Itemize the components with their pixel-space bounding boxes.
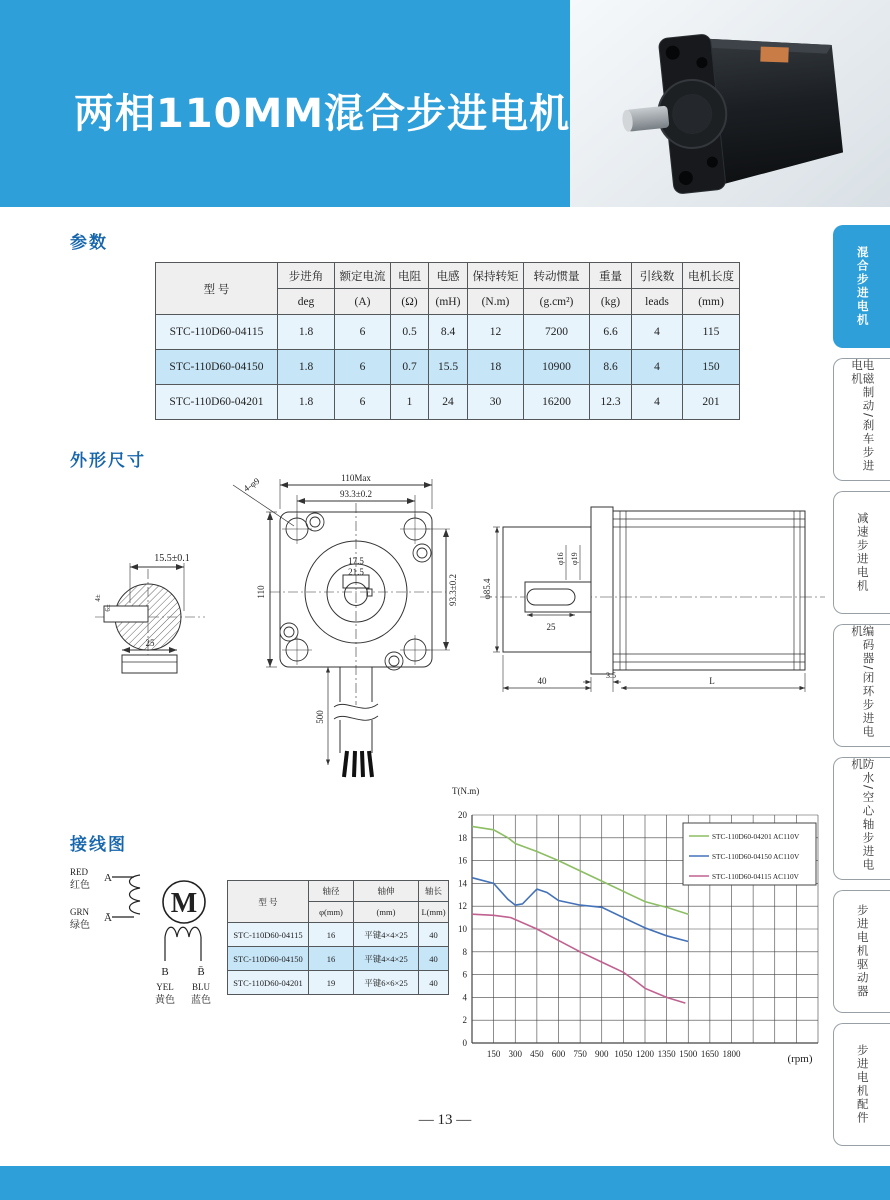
value-cell: 201	[683, 385, 740, 420]
svg-text:20: 20	[458, 810, 467, 820]
value-cell: 115	[683, 315, 740, 350]
svg-text:110: 110	[256, 585, 266, 599]
column-header: 重量	[590, 263, 632, 289]
column-header-model: 型 号	[228, 881, 309, 923]
svg-text:110Max: 110Max	[341, 473, 371, 483]
shaft-cross-section	[94, 553, 205, 673]
table-row	[156, 315, 740, 350]
svg-text:21.5: 21.5	[348, 567, 364, 577]
column-unit: φ(mm)	[309, 902, 354, 923]
svg-text:93.3±0.2: 93.3±0.2	[448, 574, 458, 606]
column-header: 保持转矩	[468, 263, 524, 289]
value-cell: 16200	[524, 385, 590, 420]
svg-text:25: 25	[546, 622, 556, 632]
svg-text:600: 600	[551, 1049, 566, 1059]
legend-label: STC-110D60-04150 AC110V	[712, 852, 800, 861]
column-header: 引线数	[632, 263, 683, 289]
value-cell: 6.6	[590, 315, 632, 350]
value-cell: 0.5	[391, 315, 429, 350]
svg-text:2: 2	[462, 1015, 467, 1026]
column-header: 电阻	[391, 263, 429, 289]
svg-text:93.3±0.2: 93.3±0.2	[340, 489, 372, 499]
svg-text:φ19: φ19	[570, 552, 579, 565]
page-header	[0, 0, 890, 207]
product-photo	[570, 0, 890, 207]
value-cell: 8.6	[590, 350, 632, 385]
svg-text:1050: 1050	[614, 1049, 633, 1059]
column-unit: (mH)	[429, 289, 468, 315]
svg-text:φ16: φ16	[556, 552, 565, 565]
svg-text:40: 40	[537, 676, 547, 686]
svg-text:4: 4	[462, 992, 467, 1003]
table-row	[156, 385, 740, 420]
value-cell: 40	[419, 947, 449, 971]
column-unit: (mm)	[354, 902, 419, 923]
svg-text:4-φ9: 4-φ9	[241, 475, 262, 494]
svg-text:绿色: 绿色	[70, 920, 90, 931]
svg-text:Ā: Ā	[104, 912, 112, 924]
svg-text:B̄: B̄	[197, 966, 205, 978]
svg-text:4±: 4±	[94, 594, 102, 602]
svg-text:黄色: 黄色	[155, 995, 175, 1006]
model-cell: STC-110D60-04150	[156, 350, 278, 385]
value-cell: 40	[419, 923, 449, 947]
sidebar-tab-label: 防水/空心轴步进电机	[850, 758, 876, 872]
column-unit: leads	[632, 289, 683, 315]
value-cell: 19	[309, 971, 354, 995]
value-cell: 0.7	[391, 350, 429, 385]
value-cell: 10900	[524, 350, 590, 385]
value-cell: 16	[309, 923, 354, 947]
svg-text:3.5: 3.5	[606, 671, 616, 680]
svg-text:YEL: YEL	[156, 982, 174, 992]
svg-text:BLU: BLU	[192, 982, 210, 992]
svg-text:0: 0	[462, 1038, 467, 1048]
column-header: 轴径	[309, 881, 354, 902]
value-cell: 6	[335, 385, 391, 420]
value-cell: 1.8	[278, 385, 335, 420]
model-cell: STC-110D60-04150	[228, 947, 309, 971]
svg-text:6: 6	[462, 969, 467, 980]
svg-text:8: 8	[462, 946, 467, 957]
value-cell: 平键6×6×25	[354, 971, 419, 995]
value-cell: 16	[309, 947, 354, 971]
value-cell: 平键4×4×25	[354, 923, 419, 947]
svg-text:6±: 6±	[104, 604, 112, 612]
sidebar-tab-label: 混合步进电机	[855, 246, 870, 327]
svg-text:750: 750	[573, 1049, 587, 1059]
x-axis-title: (rpm)	[787, 1053, 813, 1065]
svg-text:RED: RED	[70, 867, 88, 877]
svg-text:10: 10	[458, 924, 467, 934]
column-header: 额定电流	[335, 263, 391, 289]
series-line	[472, 914, 685, 1003]
sidebar-tab-5[interactable]	[833, 757, 890, 880]
column-unit: (Ω)	[391, 289, 429, 315]
column-unit: L(mm)	[419, 902, 449, 923]
svg-text:16: 16	[458, 855, 467, 866]
svg-text:A: A	[104, 872, 112, 884]
column-header: 轴伸	[354, 881, 419, 902]
column-header: 电感	[429, 263, 468, 289]
svg-text:15.5±0.1: 15.5±0.1	[154, 553, 190, 564]
sidebar-tab-4[interactable]	[833, 624, 890, 747]
value-cell: 4	[632, 350, 683, 385]
value-cell: 24	[429, 385, 468, 420]
sidebar-tab-label: 电磁制动/刹车步进电机	[850, 359, 876, 473]
value-cell: 12	[468, 315, 524, 350]
value-cell: 6	[335, 315, 391, 350]
svg-text:500: 500	[315, 710, 325, 724]
svg-text:1500: 1500	[679, 1049, 698, 1059]
column-header: 转动惯量	[524, 263, 590, 289]
column-header: 电机长度	[683, 263, 740, 289]
motor-photo-illustration	[570, 0, 890, 207]
column-unit: (g.cm²)	[524, 289, 590, 315]
column-header: 轴长	[419, 881, 449, 902]
value-cell: 4	[632, 315, 683, 350]
column-unit: (mm)	[683, 289, 740, 315]
column-unit: (A)	[335, 289, 391, 315]
svg-text:φ85.4: φ85.4	[482, 578, 492, 600]
sidebar-tab-label: 减速步进电机	[855, 512, 870, 593]
table-row	[228, 947, 449, 971]
section-title-dimensions: 外形尺寸	[70, 451, 146, 471]
y-axis-title: T(N.m)	[452, 786, 480, 796]
model-cell: STC-110D60-04115	[228, 923, 309, 947]
svg-text:12: 12	[458, 901, 467, 912]
wiring-diagram	[60, 845, 240, 1025]
footer-bar	[0, 1166, 890, 1200]
svg-text:L: L	[709, 676, 715, 686]
table-row	[228, 923, 449, 947]
model-cell: STC-110D60-04201	[156, 385, 278, 420]
table-row	[228, 971, 449, 995]
svg-text:17.5: 17.5	[348, 556, 364, 566]
column-header: 步进角	[278, 263, 335, 289]
sidebar-tab-label: 步进电机驱动器	[855, 904, 870, 999]
torque-speed-chart	[448, 778, 828, 1070]
value-cell: 15.5	[429, 350, 468, 385]
value-cell: 6	[335, 350, 391, 385]
svg-text:M: M	[170, 888, 198, 919]
shaft-table	[227, 880, 449, 995]
value-cell: 150	[683, 350, 740, 385]
section-title-parameters: 参数	[70, 233, 108, 253]
svg-text:14: 14	[458, 878, 467, 889]
value-cell: 7200	[524, 315, 590, 350]
column-unit: deg	[278, 289, 335, 315]
table-row	[156, 350, 740, 385]
legend-label: STC-110D60-04201 AC110V	[712, 832, 800, 841]
column-header-model: 型 号	[156, 263, 278, 315]
value-cell: 1.8	[278, 315, 335, 350]
value-cell: 1	[391, 385, 429, 420]
svg-text:1800: 1800	[722, 1049, 741, 1059]
sidebar-tab-6[interactable]	[833, 890, 890, 1013]
svg-text:25: 25	[145, 638, 155, 648]
svg-text:900: 900	[595, 1049, 609, 1059]
column-unit: (kg)	[590, 289, 632, 315]
svg-text:450: 450	[530, 1049, 544, 1059]
sidebar-tab-2[interactable]	[833, 358, 890, 481]
value-cell: 4	[632, 385, 683, 420]
value-cell: 平键4×4×25	[354, 947, 419, 971]
column-unit: (N.m)	[468, 289, 524, 315]
svg-text:B: B	[161, 966, 169, 978]
value-cell: 40	[419, 971, 449, 995]
sidebar-tab-3[interactable]	[833, 491, 890, 614]
value-cell: 8.4	[429, 315, 468, 350]
model-cell: STC-110D60-04115	[156, 315, 278, 350]
sidebar-tabs	[833, 225, 890, 1156]
dimension-drawing	[60, 465, 830, 780]
svg-text:1350: 1350	[657, 1049, 676, 1059]
front-view	[233, 473, 458, 777]
value-cell: 30	[468, 385, 524, 420]
svg-text:GRN: GRN	[70, 907, 90, 917]
sidebar-tab-label: 编码器/闭环步进电机	[850, 625, 876, 739]
legend-label: STC-110D60-04115 AC110V	[712, 872, 799, 881]
value-cell: 1.8	[278, 350, 335, 385]
svg-text:1200: 1200	[636, 1049, 654, 1059]
value-cell: 12.3	[590, 385, 632, 420]
model-cell: STC-110D60-04201	[228, 971, 309, 995]
side-view	[480, 507, 825, 692]
sidebar-tab-1[interactable]	[833, 225, 890, 348]
value-cell: 18	[468, 350, 524, 385]
svg-text:300: 300	[508, 1049, 522, 1059]
svg-text:1650: 1650	[700, 1049, 719, 1059]
page-title: 两相110MM混合步进电机	[74, 91, 571, 137]
parameters-table	[155, 262, 740, 420]
svg-text:红色: 红色	[70, 880, 90, 891]
svg-text:150: 150	[486, 1049, 501, 1059]
section-title-wiring: 接线图	[70, 835, 127, 855]
sidebar-tab-label: 步进电机配件	[855, 1044, 870, 1125]
svg-text:蓝色: 蓝色	[191, 995, 211, 1006]
svg-text:18: 18	[458, 832, 467, 843]
page-number: — 13 —	[418, 1112, 472, 1128]
